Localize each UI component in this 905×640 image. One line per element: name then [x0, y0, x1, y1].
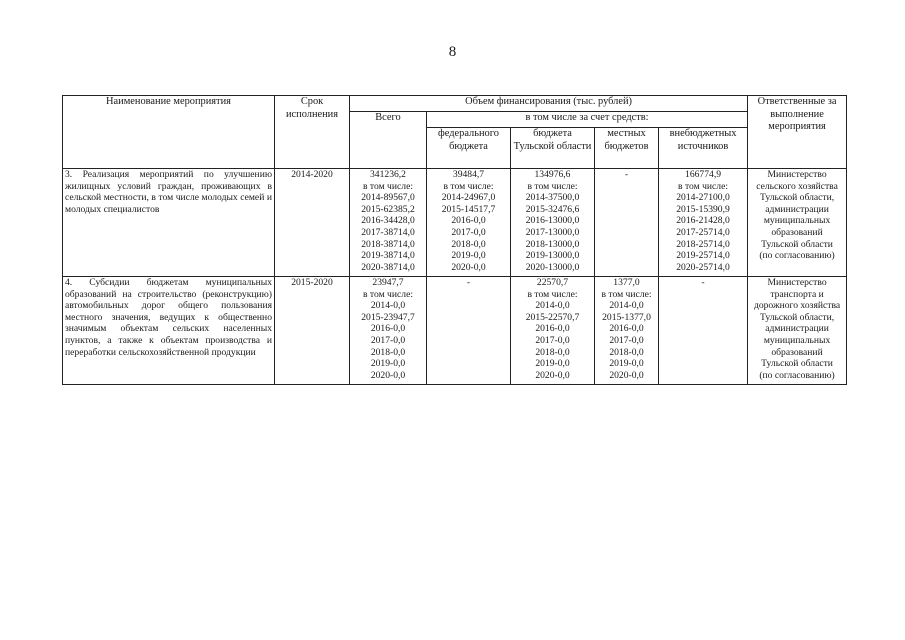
cell-total — [350, 169, 427, 277]
cell-line: 2019-38714,0 — [361, 250, 415, 262]
cell-line: в том числе: — [443, 180, 494, 192]
cell-line: 2018-0,0 — [609, 346, 644, 358]
cell-line: 2015-15390,9 — [676, 203, 730, 215]
cell-line: 2014-27100,0 — [676, 192, 730, 204]
cell-line: 2017-25714,0 — [676, 226, 730, 238]
cell-line: 2017-13000,0 — [525, 226, 580, 238]
cell-line: 2018-38714,0 — [361, 238, 415, 250]
cell-line: 2018-0,0 — [451, 238, 486, 250]
cell-line: 2018-0,0 — [370, 346, 406, 358]
cell-line: образований — [771, 226, 823, 238]
cell-line: 2016-13000,0 — [525, 215, 580, 227]
cell-line: 2016-34428,0 — [361, 215, 415, 227]
cell-line: в том числе: — [362, 180, 413, 192]
cell-line: 2017-0,0 — [370, 334, 406, 346]
cell-line: 2019-0,0 — [370, 358, 406, 370]
cell-line: образований — [771, 346, 823, 358]
cell-line: администрации — [765, 203, 829, 215]
cell-line: в том числе: — [527, 180, 578, 192]
cell-total — [350, 277, 427, 385]
activity-name: 3. Реализация мероприятий по улучшению жилищных условий граждан, проживающих в сельской местности, в том числе молодых семей и молодых специалистов — [63, 169, 275, 277]
cell-responsible — [748, 169, 847, 277]
cell-line: 2019-0,0 — [451, 250, 486, 262]
cell-line: 2015-62385,2 — [361, 203, 415, 215]
cell-line: Министерство — [767, 277, 827, 288]
cell-line: Тульской области — [761, 238, 833, 250]
cell-line: 2016-0,0 — [451, 215, 486, 227]
cell-line: в том числе: — [678, 180, 729, 192]
cell-line: 2014-0,0 — [535, 300, 570, 312]
cell-line: сельского хозяйства — [756, 180, 838, 192]
cell-line: в том числе: — [527, 288, 578, 300]
cell-responsible — [748, 277, 847, 385]
cell-line: в том числе: — [362, 288, 413, 300]
cell-line: - — [624, 169, 629, 180]
cell-line: 2017-0,0 — [535, 334, 570, 346]
cell-line: 2016-0,0 — [609, 323, 644, 335]
cell-line: 2018-25714,0 — [676, 238, 730, 250]
cell-line: 2014-0,0 — [370, 300, 406, 312]
cell-line: Министерство — [767, 169, 827, 180]
cell-line: Тульской области — [761, 358, 833, 370]
cell-line: 2016-21428,0 — [676, 215, 730, 227]
header-period: Срок исполнения — [275, 96, 350, 169]
cell-line: 2019-25714,0 — [676, 250, 730, 262]
cell-regional — [511, 277, 595, 385]
cell-line: 2017-0,0 — [609, 334, 644, 346]
header-responsible: Ответственные за выполнение мероприятия — [748, 96, 847, 169]
cell-line: 39484,7 — [452, 169, 485, 180]
cell-line: 2019-0,0 — [535, 358, 570, 370]
cell-line: 2020-38714,0 — [361, 261, 415, 273]
header-financing: Объем финансирования (тыс. рублей) — [350, 96, 748, 112]
cell-line: муниципальных — [763, 334, 831, 346]
cell-line: 2018-0,0 — [535, 346, 570, 358]
cell-line: транспорта и — [770, 288, 824, 300]
cell-line: (по согласованию) — [759, 250, 835, 262]
cell-line: 2020-0,0 — [451, 261, 486, 273]
header-federal: федерального бюджета — [427, 128, 511, 169]
activity-name: 4. Субсидии бюджетам муниципальных образований на строительство (реконструкцию) автомобильных дорог общего пользования местного значения, ведущих к общественно значимым объектам сельских населенных пунктов, а также к объектам производства и переработки сельскохозяйственной продукции — [63, 277, 275, 385]
cell-line: 2014-0,0 — [609, 300, 644, 312]
cell-line: 2019-13000,0 — [525, 250, 580, 262]
cell-line: - — [466, 277, 471, 288]
header-local: местных бюджетов — [595, 128, 659, 169]
header-extrabudget: внебюджетных источников — [659, 128, 748, 169]
cell-line: 2016-0,0 — [370, 323, 406, 335]
cell-line: 134976,6 — [534, 169, 571, 180]
cell-line: в том числе: — [601, 288, 652, 300]
cell-line: 2014-24967,0 — [441, 192, 496, 204]
page-number: 8 — [448, 44, 457, 60]
cell-line: 2018-13000,0 — [525, 238, 580, 250]
cell-line: 166774,9 — [685, 169, 722, 180]
cell-line: 2020-13000,0 — [525, 261, 580, 273]
activity-period: 2015-2020 — [275, 277, 350, 385]
cell-extrabudget — [659, 277, 748, 385]
cell-regional — [511, 169, 595, 277]
cell-local — [595, 169, 659, 277]
cell-line: 2014-37500,0 — [525, 192, 580, 204]
cell-federal — [427, 169, 511, 277]
cell-line: 2015-32476,6 — [525, 203, 580, 215]
header-including: в том числе за счет средств: — [427, 112, 748, 128]
header-name: Наименование мероприятия — [63, 96, 275, 169]
cell-line: 2017-38714,0 — [361, 226, 415, 238]
cell-line: 2017-0,0 — [451, 226, 486, 238]
cell-line: администрации — [765, 323, 829, 335]
cell-line: дорожного хозяйства — [753, 300, 841, 312]
cell-line: (по согласованию) — [759, 369, 835, 381]
cell-line: 2015-14517,7 — [441, 203, 496, 215]
cell-line: 2020-0,0 — [535, 369, 570, 381]
cell-line: 341236,2 — [370, 169, 406, 180]
cell-line: 23947,7 — [372, 277, 404, 288]
cell-line: 2015-1377,0 — [602, 311, 651, 323]
cell-line: 2014-89567,0 — [361, 192, 415, 204]
cell-line: 1377,0 — [613, 277, 640, 288]
header-regional: бюджета Тульской области — [511, 128, 595, 169]
cell-line: 2015-23947,7 — [361, 311, 415, 323]
header-total: Всего — [350, 112, 427, 169]
cell-line: 2016-0,0 — [535, 323, 570, 335]
cell-line: муниципальных — [763, 215, 831, 227]
table-row — [63, 277, 847, 385]
cell-line: 2020-0,0 — [370, 369, 406, 381]
financing-table — [62, 95, 847, 385]
cell-line: 2020-25714,0 — [676, 261, 730, 273]
cell-local — [595, 277, 659, 385]
cell-line: 2020-0,0 — [609, 369, 644, 381]
cell-extrabudget — [659, 169, 748, 277]
activity-period: 2014-2020 — [275, 169, 350, 277]
cell-line: Тульской области, — [759, 311, 835, 323]
table-body — [63, 169, 847, 385]
cell-line: Тульской области, — [759, 192, 835, 204]
table-row — [63, 169, 847, 277]
cell-line: 22570,7 — [536, 277, 569, 288]
cell-line: - — [701, 277, 705, 288]
cell-federal — [427, 277, 511, 385]
cell-line: 2019-0,0 — [609, 358, 644, 370]
cell-line: 2015-22570,7 — [525, 311, 580, 323]
